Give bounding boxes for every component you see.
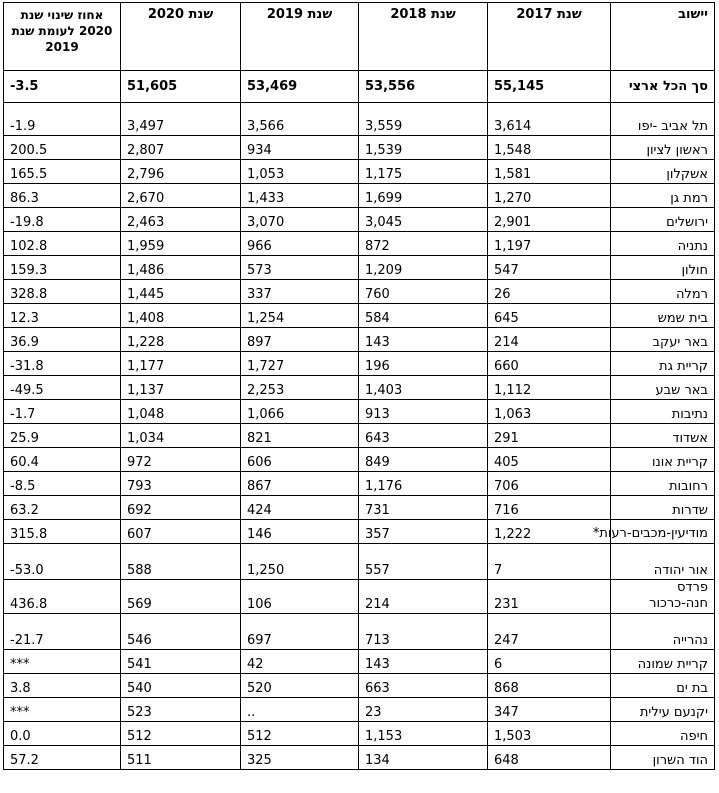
total-2017: 55,145 [488,71,611,103]
cell-y2017: 2,901 [488,208,611,232]
cell-y2018: 1,153 [359,722,488,746]
cell-y2020: 541 [121,650,241,674]
cell-change: 12.3 [4,304,121,328]
cell-y2018: 23 [359,698,488,722]
cell-y2017: 716 [488,496,611,520]
cell-y2020: 523 [121,698,241,722]
cell-y2019: 106 [241,580,359,614]
cell-y2018: 214 [359,580,488,614]
cell-y2020: 1,486 [121,256,241,280]
cell-y2018: 1,699 [359,184,488,208]
cell-y2019: 1,250 [241,544,359,580]
total-row [4,71,715,103]
cell-y2020: 3,497 [121,103,241,136]
table-row [4,280,715,304]
cell-y2017: 1,270 [488,184,611,208]
cell-y2020: 1,408 [121,304,241,328]
cell-y2020: 793 [121,472,241,496]
cell-y2017: 214 [488,328,611,352]
total-name: סך הכל ארצי [611,71,715,103]
cell-y2017: 7 [488,544,611,580]
cell-change: 200.5 [4,136,121,160]
cell-change: *** [4,650,121,674]
table-row [4,448,715,472]
cell-y2018: 557 [359,544,488,580]
cell-y2018: 731 [359,496,488,520]
cell-y2017: 291 [488,424,611,448]
cell-y2020: 511 [121,746,241,770]
settlement-name: בית שמש [611,304,715,328]
settlement-name: פרדס חנה-כרכור [611,580,715,614]
cell-y2017: 1,581 [488,160,611,184]
cell-y2019: 1,066 [241,400,359,424]
cell-y2017: 648 [488,746,611,770]
cell-y2017: 1,548 [488,136,611,160]
settlement-name: נתניה [611,232,715,256]
cell-change: 36.9 [4,328,121,352]
cell-y2019: 2,253 [241,376,359,400]
cell-y2020: 972 [121,448,241,472]
cell-y2018: 196 [359,352,488,376]
settlement-name: הוד השרון [611,746,715,770]
cell-y2017: 3,614 [488,103,611,136]
cell-y2017: 6 [488,650,611,674]
total-change: -3.5 [4,71,121,103]
settlement-name: נתיבות [611,400,715,424]
table-row [4,674,715,698]
cell-y2019: 512 [241,722,359,746]
table-row [4,376,715,400]
cell-change: 159.3 [4,256,121,280]
housing-table [3,2,715,770]
cell-y2019: 573 [241,256,359,280]
cell-y2019: 337 [241,280,359,304]
cell-y2020: 1,048 [121,400,241,424]
cell-y2018: 663 [359,674,488,698]
table-row [4,136,715,160]
cell-change: -1.7 [4,400,121,424]
cell-y2020: 2,463 [121,208,241,232]
cell-change: 25.9 [4,424,121,448]
cell-change: 315.8 [4,520,121,544]
cell-y2020: 607 [121,520,241,544]
cell-change: -19.8 [4,208,121,232]
cell-y2019: 3,070 [241,208,359,232]
settlement-name: חולון [611,256,715,280]
header-2017: שנת 2017 [488,3,611,71]
cell-change: 165.5 [4,160,121,184]
cell-y2019: 966 [241,232,359,256]
cell-y2019: 520 [241,674,359,698]
cell-y2020: 546 [121,614,241,650]
table-row [4,722,715,746]
cell-y2020: 1,177 [121,352,241,376]
cell-y2018: 643 [359,424,488,448]
table-row [4,304,715,328]
cell-y2020: 1,228 [121,328,241,352]
settlement-name: ירושלים [611,208,715,232]
cell-y2018: 357 [359,520,488,544]
settlement-name: קריית שמונה [611,650,715,674]
table-row [4,698,715,722]
cell-y2020: 512 [121,722,241,746]
table-row [4,160,715,184]
cell-y2017: 231 [488,580,611,614]
cell-change: 57.2 [4,746,121,770]
cell-y2018: 849 [359,448,488,472]
cell-y2017: 1,197 [488,232,611,256]
settlement-name: אשקלון [611,160,715,184]
cell-y2018: 713 [359,614,488,650]
cell-change: 102.8 [4,232,121,256]
cell-change: -49.5 [4,376,121,400]
cell-y2019: 606 [241,448,359,472]
table-row [4,103,715,136]
settlement-name: קריית אונו [611,448,715,472]
table-row [4,472,715,496]
cell-y2017: 660 [488,352,611,376]
cell-y2019: 1,053 [241,160,359,184]
cell-y2020: 588 [121,544,241,580]
cell-y2020: 2,796 [121,160,241,184]
cell-y2019: 1,727 [241,352,359,376]
cell-y2017: 247 [488,614,611,650]
cell-y2019: 934 [241,136,359,160]
table-row [4,580,715,614]
cell-y2017: 1,222 [488,520,611,544]
table-row [4,184,715,208]
cell-y2017: 1,063 [488,400,611,424]
cell-change: -31.8 [4,352,121,376]
table-row [4,650,715,674]
cell-y2018: 584 [359,304,488,328]
cell-y2020: 1,034 [121,424,241,448]
total-2018: 53,556 [359,71,488,103]
cell-change: 328.8 [4,280,121,304]
cell-change: -21.7 [4,614,121,650]
settlement-name: באר שבע [611,376,715,400]
settlement-name: רחובות [611,472,715,496]
cell-y2019: 867 [241,472,359,496]
settlement-name: מודיעין-מכבים-רעות* [611,520,715,544]
cell-y2018: 913 [359,400,488,424]
table-row [4,256,715,280]
cell-change: 436.8 [4,580,121,614]
cell-y2018: 1,176 [359,472,488,496]
header-2020: שנת 2020 [121,3,241,71]
cell-change: -53.0 [4,544,121,580]
cell-y2018: 134 [359,746,488,770]
table-row [4,352,715,376]
table-row [4,400,715,424]
cell-y2020: 569 [121,580,241,614]
cell-y2017: 547 [488,256,611,280]
cell-y2019: 146 [241,520,359,544]
cell-y2017: 405 [488,448,611,472]
settlement-name: רמלה [611,280,715,304]
settlement-name: חיפה [611,722,715,746]
settlement-name: אור יהודה [611,544,715,580]
cell-y2018: 872 [359,232,488,256]
settlement-name: באר יעקב [611,328,715,352]
cell-y2018: 1,403 [359,376,488,400]
cell-y2018: 3,045 [359,208,488,232]
settlement-name: נהרייה [611,614,715,650]
cell-y2017: 1,112 [488,376,611,400]
table-row [4,424,715,448]
cell-y2018: 760 [359,280,488,304]
cell-y2019: 325 [241,746,359,770]
table-row [4,614,715,650]
settlement-name: שדרות [611,496,715,520]
cell-y2019: 3,566 [241,103,359,136]
cell-y2018: 3,559 [359,103,488,136]
total-2019: 53,469 [241,71,359,103]
cell-y2018: 1,539 [359,136,488,160]
cell-y2019: 42 [241,650,359,674]
cell-change: 60.4 [4,448,121,472]
cell-y2019: .. [241,698,359,722]
cell-y2020: 1,445 [121,280,241,304]
cell-y2020: 1,137 [121,376,241,400]
cell-y2019: 1,433 [241,184,359,208]
table-row [4,208,715,232]
table-row [4,544,715,580]
cell-change: -8.5 [4,472,121,496]
settlement-name: רמת גן [611,184,715,208]
cell-y2018: 1,175 [359,160,488,184]
cell-y2018: 1,209 [359,256,488,280]
cell-change: -1.9 [4,103,121,136]
cell-y2017: 868 [488,674,611,698]
cell-y2020: 2,670 [121,184,241,208]
cell-y2019: 821 [241,424,359,448]
cell-y2019: 1,254 [241,304,359,328]
cell-y2017: 645 [488,304,611,328]
cell-y2019: 424 [241,496,359,520]
cell-y2020: 692 [121,496,241,520]
cell-y2019: 897 [241,328,359,352]
settlement-name: ראשון לציון [611,136,715,160]
table-row [4,328,715,352]
header-change: אחוז שינוי שנת 2020 לעומת שנת 2019 [4,3,121,71]
cell-y2018: 143 [359,650,488,674]
cell-change: 63.2 [4,496,121,520]
table-row [4,496,715,520]
settlement-name: תל אביב -יפו [611,103,715,136]
header-settlement: יישוב [611,3,715,71]
cell-change: 0.0 [4,722,121,746]
cell-y2020: 1,959 [121,232,241,256]
cell-change: 86.3 [4,184,121,208]
header-2019: שנת 2019 [241,3,359,71]
cell-y2017: 347 [488,698,611,722]
cell-y2020: 540 [121,674,241,698]
cell-y2017: 26 [488,280,611,304]
cell-y2020: 2,807 [121,136,241,160]
header-row [4,3,715,71]
cell-y2017: 706 [488,472,611,496]
table-row [4,232,715,256]
cell-change: *** [4,698,121,722]
settlement-name: אשדוד [611,424,715,448]
settlement-name: קריית גת [611,352,715,376]
cell-change: 3.8 [4,674,121,698]
cell-y2017: 1,503 [488,722,611,746]
table-row [4,746,715,770]
header-2018: שנת 2018 [359,3,488,71]
cell-y2019: 697 [241,614,359,650]
total-2020: 51,605 [121,71,241,103]
cell-y2018: 143 [359,328,488,352]
settlement-name: בת ים [611,674,715,698]
settlement-name: יקנעם עילית [611,698,715,722]
table-row [4,520,715,544]
